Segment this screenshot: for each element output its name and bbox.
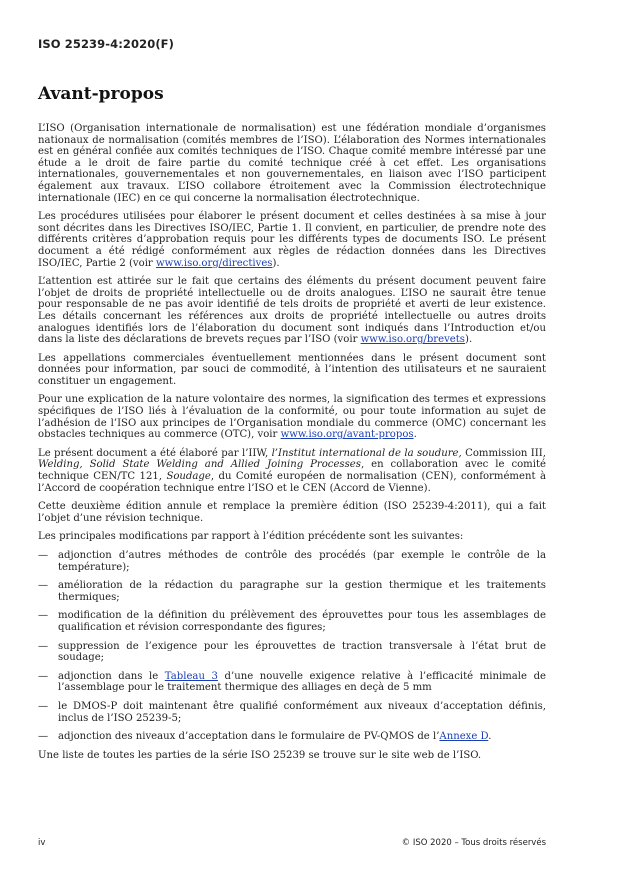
dash-marker: — [38,550,49,561]
paragraph-text: . [413,429,417,441]
list-item-text: modification de la définition du prélèvement des éprouvettes pour tous les assemblages de qualification et révision correspondante des figures; [58,610,546,633]
paragraph-procedures [38,211,546,269]
list-item-text: le DMOS-P doit maintenant être qualifié conformément aux niveaux d’acceptation définis, inclus de l’ISO 25239-5; [58,700,546,724]
paragraph-trade-names: Les appellations commerciales éventuellement mentionnées dans le présent document sont données pour information, par souci de commodité, à l’intention des utilisateurs et ne sauraient constituer un engagement. [38,352,546,387]
link-tableau-3[interactable]: Tableau 3 [164,670,218,682]
list-text: adjonction dans le [58,670,165,682]
dash-marker: — [38,640,49,652]
list-item [38,671,546,694]
list-text: . [488,731,492,743]
paragraph-text: Les procédures utilisées pour élaborer le présent document et celles destinées à sa mise à jour sont décrites dans les Directives ISO/IEC, Partie 1. Il convient, en particulier, de prendre note des différents critères d’approbation requis pour les différents types de documents ISO. Le présent document a été rédigé conformément aux règles de rédaction données dans les Directives ISO/IEC, Partie 2 (voir [38,211,546,269]
list-item-text [58,731,546,743]
paragraph-text: , en collaboration avec le comité technique CEN/TC 121, [38,459,547,483]
list-text: adjonction des niveaux d’acceptation dans le formulaire de PV-QMOS de l’ [58,731,440,743]
list-item-text: suppression de l’exigence pour les éprouvettes de traction transversale à l’état brut de soudage; [58,640,546,664]
link-annexe-d[interactable]: Annexe D [439,731,489,743]
document-body [38,123,546,768]
dash-marker: — [38,670,49,682]
paragraph-text: L’attention est attirée sur le fait que certains des éléments du présent document peuvent faire l’objet de droits de propriété intellectuelle ou de droits analogues. L’ISO ne saurait être tenue pour responsable de ne pas avoir identifié de tels droits de propriété et averti de leur existence. Les détails concernant les références aux droits de propriété intellectuelle ou autres droits analogues identifiés lors de l’élaboration du document sont indiqués dans l’Introduction et/ou dans la liste des déclarations de brevets reçues par l’ISO (voir [38,276,546,346]
paragraph-text: Pour une explication de la nature volontaire des normes, la signification des termes et expressions spécifiques de l’ISO liés à l’évaluation de la conformité, ou pour toute information au sujet de l’adhésion de l’ISO aux principes de l’Organisation mondiale du commerce (OMC) concernant les obstacles techniques au commerce (OTC), voir [38,394,546,441]
italic-text: l’Institut international de la soudure, [271,447,462,459]
paragraph-text: Le présent document a été élaboré par l’IIW, [38,447,272,459]
paragraph-prepared-by [38,448,546,494]
page-number: iv [38,838,46,848]
page-title: Avant-propos [38,84,164,104]
dash-marker: — [38,580,49,592]
list-item [38,701,546,724]
list-item [38,731,546,743]
copyright-notice: © ISO 2020 – Tous droits réservés [401,838,546,848]
paragraph-text: ). [272,257,280,269]
paragraph-text: Commission III, [461,447,546,459]
paragraph-edition: Cette deuxième édition annule et remplace la première édition (ISO 25239-4:2011), qui a fait l’objet d’une révision technique. [38,501,546,524]
list-text: d’une nouvelle exigence relative à l’efficacité minimale de l’assemblage pour le traitement thermique des alliages en deçà de 5 mm [58,670,547,694]
list-item [38,580,546,603]
paragraph-changes-intro: Les principales modifications par rapport à l’édition précédente sont les suivantes: [38,531,464,543]
paragraph-series-list: Une liste de toutes les parties de la série ISO 25239 se trouve sur le site web de l’ISO. [38,749,482,761]
list-item-text: amélioration de la rédaction du paragraphe sur la gestion thermique et les traitements thermiques; [58,580,546,603]
link-directives[interactable]: www.iso.org/directives [155,257,273,269]
list-item [38,641,546,664]
italic-text: Soudage [166,471,211,483]
dash-marker: — [38,731,49,743]
link-avant-propos[interactable]: www.iso.org/avant-propos [280,429,414,441]
list-item [38,610,546,633]
dash-marker: — [38,610,49,622]
link-brevets[interactable]: www.iso.org/brevets [360,334,465,346]
list-item-text: adjonction d’autres méthodes de contrôle des procédés (par exemple le contrôle de la température); [58,550,546,573]
paragraph-voluntary-nature [38,394,546,440]
list-item [38,550,546,573]
list-item-text [58,671,546,694]
document-header-id: ISO 25239-4:2020(F) [38,37,174,51]
paragraph-text: ). [465,334,473,346]
paragraph-patents [38,276,546,346]
dash-marker: — [38,700,49,712]
paragraph-iso-intro: L’ISO (Organisation internationale de normalisation) est une fédération mondiale d’organismes nationaux de normalisation (comités membres de l’ISO). L’élaboration des Normes internationales est en général confiée aux comités techniques de l’ISO. Chaque comité membre intéressé par une étude a le droit de faire partie du comité technique créé à cet effet. Les organisations internationales, gouvernementales et non gouvernementales, en liaison avec l’ISO participent également aux travaux. L’ISO collabore étroitement avec la Commission électrotechnique internationale (IEC) en ce qui concerne la normalisation électrotechnique. [38,123,546,204]
italic-text: Welding, Solid State Welding and Allied Joining Processes [38,459,361,471]
paragraph-text: , du Comité européen de normalisation (CEN), conformément à l’Accord de coopération technique entre l’ISO et le CEN (Accord de Vienne). [38,471,546,494]
